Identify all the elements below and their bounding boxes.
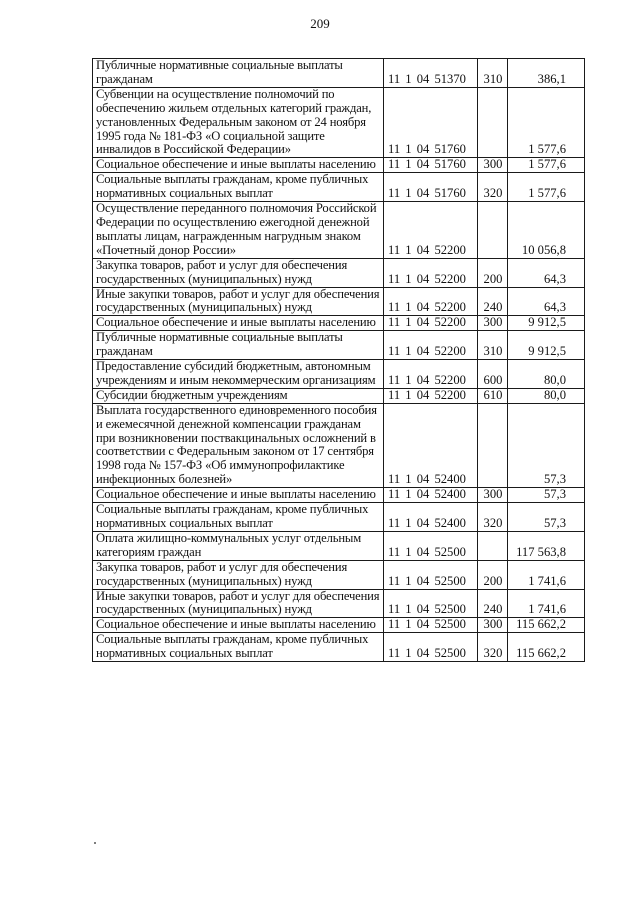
row-amount: 10 056,8 <box>508 202 585 259</box>
row-description: Субсидии бюджетным учреждениям <box>93 388 384 403</box>
row-amount: 64,3 <box>508 258 585 287</box>
row-target-code: 11 1 04 52200 <box>384 388 478 403</box>
row-description: Предоставление субсидий бюджетным, автономным учреждениям и иным некоммерческим организациям <box>93 360 384 389</box>
row-amount: 57,3 <box>508 403 585 487</box>
row-target-code: 11 1 04 51760 <box>384 87 478 158</box>
table-row <box>93 531 585 560</box>
table-row <box>93 331 585 360</box>
row-description: Социальное обеспечение и иные выплаты населению <box>93 158 384 173</box>
row-amount: 64,3 <box>508 287 585 316</box>
table-row <box>93 488 585 503</box>
row-expense-type: 310 <box>478 331 508 360</box>
row-amount: 386,1 <box>508 59 585 88</box>
row-target-code: 11 1 04 52200 <box>384 258 478 287</box>
row-description: Иные закупки товаров, работ и услуг для обеспечения государственных (муниципальных) нужд <box>93 589 384 618</box>
page-number: 209 <box>310 16 330 31</box>
row-target-code: 11 1 04 52200 <box>384 287 478 316</box>
table-row <box>93 560 585 589</box>
scan-mark <box>94 842 96 844</box>
table-row <box>93 633 585 662</box>
row-amount: 80,0 <box>508 360 585 389</box>
row-description: Публичные нормативные социальные выплаты гражданам <box>93 59 384 88</box>
row-expense-type: 240 <box>478 287 508 316</box>
row-description: Закупка товаров, работ и услуг для обеспечения государственных (муниципальных) нужд <box>93 560 384 589</box>
row-description: Социальное обеспечение и иные выплаты населению <box>93 316 384 331</box>
row-amount: 117 563,8 <box>508 531 585 560</box>
row-amount: 1 577,6 <box>508 173 585 202</box>
row-expense-type <box>478 531 508 560</box>
table-row <box>93 258 585 287</box>
table-row <box>93 158 585 173</box>
row-description: Публичные нормативные социальные выплаты гражданам <box>93 331 384 360</box>
row-description: Социальные выплаты гражданам, кроме публичных нормативных социальных выплат <box>93 503 384 532</box>
table-row <box>93 360 585 389</box>
row-description: Закупка товаров, работ и услуг для обеспечения государственных (муниципальных) нужд <box>93 258 384 287</box>
row-amount: 1 577,6 <box>508 158 585 173</box>
row-target-code: 11 1 04 51760 <box>384 158 478 173</box>
row-amount: 80,0 <box>508 388 585 403</box>
table-row <box>93 287 585 316</box>
row-expense-type <box>478 403 508 487</box>
table-row <box>93 403 585 487</box>
row-target-code: 11 1 04 52200 <box>384 202 478 259</box>
row-target-code: 11 1 04 52400 <box>384 488 478 503</box>
row-target-code: 11 1 04 52500 <box>384 618 478 633</box>
row-description: Выплата государственного единовременного пособия и ежемесячной денежной компенсации гражданам при возникновении поствакцинальных осложнений в соответствии с Федеральным законом от 17 сентября 1998 года № 157-ФЗ «Об иммунопрофилактике инфекционных болезней» <box>93 403 384 487</box>
row-target-code: 11 1 04 52400 <box>384 503 478 532</box>
budget-table-body <box>93 59 585 662</box>
row-description: Социальное обеспечение и иные выплаты населению <box>93 618 384 633</box>
row-expense-type: 300 <box>478 618 508 633</box>
row-amount: 115 662,2 <box>508 633 585 662</box>
row-expense-type: 200 <box>478 560 508 589</box>
row-amount: 1 577,6 <box>508 87 585 158</box>
row-expense-type: 320 <box>478 503 508 532</box>
row-description: Осуществление переданного полномочия Российской Федерации по осуществлению ежегодной денежной выплаты лицам, награжденным нагрудным знаком «Почетный донор России» <box>93 202 384 259</box>
row-expense-type: 320 <box>478 173 508 202</box>
row-amount: 9 912,5 <box>508 331 585 360</box>
row-description: Социальные выплаты гражданам, кроме публичных нормативных социальных выплат <box>93 633 384 662</box>
table-row <box>93 618 585 633</box>
row-expense-type: 300 <box>478 158 508 173</box>
row-target-code: 11 1 04 52500 <box>384 633 478 662</box>
budget-table <box>92 58 585 662</box>
row-description: Иные закупки товаров, работ и услуг для обеспечения государственных (муниципальных) нужд <box>93 287 384 316</box>
row-target-code: 11 1 04 51760 <box>384 173 478 202</box>
row-expense-type: 600 <box>478 360 508 389</box>
row-expense-type <box>478 87 508 158</box>
row-expense-type: 610 <box>478 388 508 403</box>
row-target-code: 11 1 04 52500 <box>384 531 478 560</box>
row-amount: 57,3 <box>508 488 585 503</box>
table-row <box>93 173 585 202</box>
row-target-code: 11 1 04 52500 <box>384 560 478 589</box>
row-expense-type: 240 <box>478 589 508 618</box>
table-row <box>93 316 585 331</box>
row-expense-type: 300 <box>478 316 508 331</box>
row-description: Оплата жилищно-коммунальных услуг отдельным категориям граждан <box>93 531 384 560</box>
row-amount: 115 662,2 <box>508 618 585 633</box>
row-amount: 57,3 <box>508 503 585 532</box>
row-target-code: 11 1 04 52500 <box>384 589 478 618</box>
row-target-code: 11 1 04 52200 <box>384 316 478 331</box>
row-description: Социальные выплаты гражданам, кроме публичных нормативных социальных выплат <box>93 173 384 202</box>
row-target-code: 11 1 04 52200 <box>384 360 478 389</box>
row-expense-type: 200 <box>478 258 508 287</box>
row-expense-type <box>478 202 508 259</box>
row-target-code: 11 1 04 51370 <box>384 59 478 88</box>
row-amount: 1 741,6 <box>508 560 585 589</box>
table-row <box>93 87 585 158</box>
row-expense-type: 320 <box>478 633 508 662</box>
table-row <box>93 59 585 88</box>
row-amount: 9 912,5 <box>508 316 585 331</box>
table-row <box>93 388 585 403</box>
row-target-code: 11 1 04 52200 <box>384 331 478 360</box>
table-row <box>93 202 585 259</box>
row-amount: 1 741,6 <box>508 589 585 618</box>
table-row <box>93 589 585 618</box>
row-description: Социальное обеспечение и иные выплаты населению <box>93 488 384 503</box>
row-expense-type: 310 <box>478 59 508 88</box>
table-row <box>93 503 585 532</box>
row-description: Субвенции на осуществление полномочий по обеспечению жильем отдельных категорий граждан, установленных Федеральным законом от 24 ноября 1995 года № 181-ФЗ «О социальной защите инвалидов в Российской Федерации» <box>93 87 384 158</box>
row-target-code: 11 1 04 52400 <box>384 403 478 487</box>
row-expense-type: 300 <box>478 488 508 503</box>
